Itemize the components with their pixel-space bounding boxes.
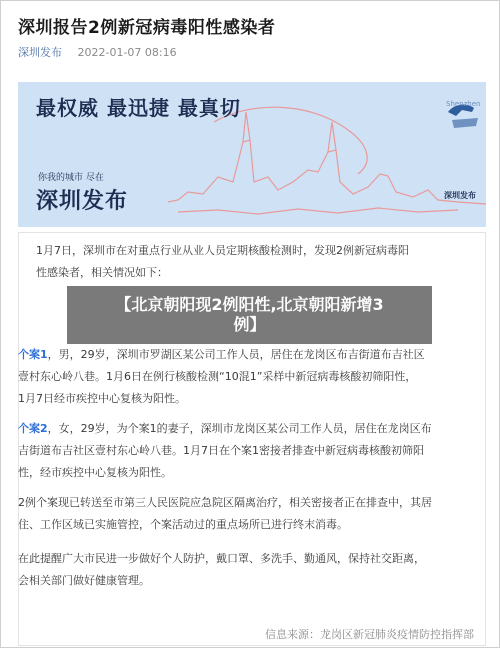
- article-banner-image: [18, 82, 486, 227]
- isolation-paragraph: [18, 492, 488, 536]
- intro-paragraph: [18, 240, 488, 284]
- reminder-paragraph: [18, 548, 488, 592]
- news-headline-overlay[interactable]: [67, 286, 432, 344]
- banner-subline: 你我的城市 尽在: [38, 173, 104, 183]
- intro-line-2: 性感染者，相关情况如下：: [36, 266, 168, 279]
- reminder-line-1: 在此提醒广大市民进一步做好个人防护，戴口罩、多洗手、勤通风，保持社交距离，: [18, 552, 425, 565]
- banner-brand: 深圳发布: [36, 188, 129, 214]
- case1-line-2: 壹村东心岭八巷。1月6日在例行核酸检测“10混1”采样中新冠病毒核酸初筛阳性，: [18, 370, 417, 383]
- overlay-line-2: 例】: [233, 315, 266, 334]
- article-title: 深圳报告2例新冠病毒阳性感染者: [18, 18, 276, 38]
- reminder-line-2: 会相关部门做好健康管理。: [18, 574, 150, 587]
- info-source-footer: 信息来源：龙岗区新冠肺炎疫情防控指挥部: [265, 628, 474, 641]
- case2-line-1-text: ，女，29岁，为个案1的妻子，深圳市龙岗区某公司工作人员，居住在龙岗区布: [47, 422, 432, 435]
- case1-line-3: 1月7日经市疾控中心复核为阳性。: [18, 392, 186, 405]
- overlay-line-1: 【北京朝阳现2例阳性,北京朝阳新增3: [115, 295, 384, 314]
- case2-label: 个案2: [18, 422, 48, 435]
- case2-line-3: 性，经市疾控中心复核为阳性。: [18, 466, 172, 479]
- banner-headline: 最权威 最迅捷 最真切: [36, 96, 241, 120]
- case2-line-1: [18, 418, 488, 440]
- intro-line-1: 1月7日，深圳市在对重点行业从业人员定期核酸检测时，发现2例新冠病毒阳: [36, 244, 409, 257]
- case2-line-2: 吉街道布吉社区壹村东心岭八巷。1月7日在个案1密接者排查中新冠病毒核酸初筛阳: [18, 444, 424, 457]
- isolation-line-1: 2例个案现已转送至市第三人民医院应急院区隔离治疗，相关密接者正在排查中，其居: [18, 496, 432, 509]
- case1-label: 个案1: [18, 348, 48, 361]
- case1-line-1: [18, 344, 488, 366]
- case2-paragraph: [18, 418, 488, 484]
- case1-line-1-text: ，男，29岁，深圳市罗湖区某公司工作人员，居住在龙岗区布吉街道布吉社区: [47, 348, 425, 361]
- article-source-link[interactable]: 深圳发布: [18, 46, 62, 59]
- isolation-line-2: 住、工作区域已实施管控，个案活动过的重点场所已进行终末消毒。: [18, 518, 348, 531]
- case1-paragraph: [18, 344, 488, 410]
- banner-logo-latin: Shenzhen: [446, 100, 481, 108]
- article-date: 2022-01-07 08:16: [77, 46, 177, 59]
- banner-logo-name: 深圳发布: [444, 191, 476, 200]
- article-meta: [18, 44, 177, 60]
- overlay-headline-text[interactable]: [67, 295, 432, 335]
